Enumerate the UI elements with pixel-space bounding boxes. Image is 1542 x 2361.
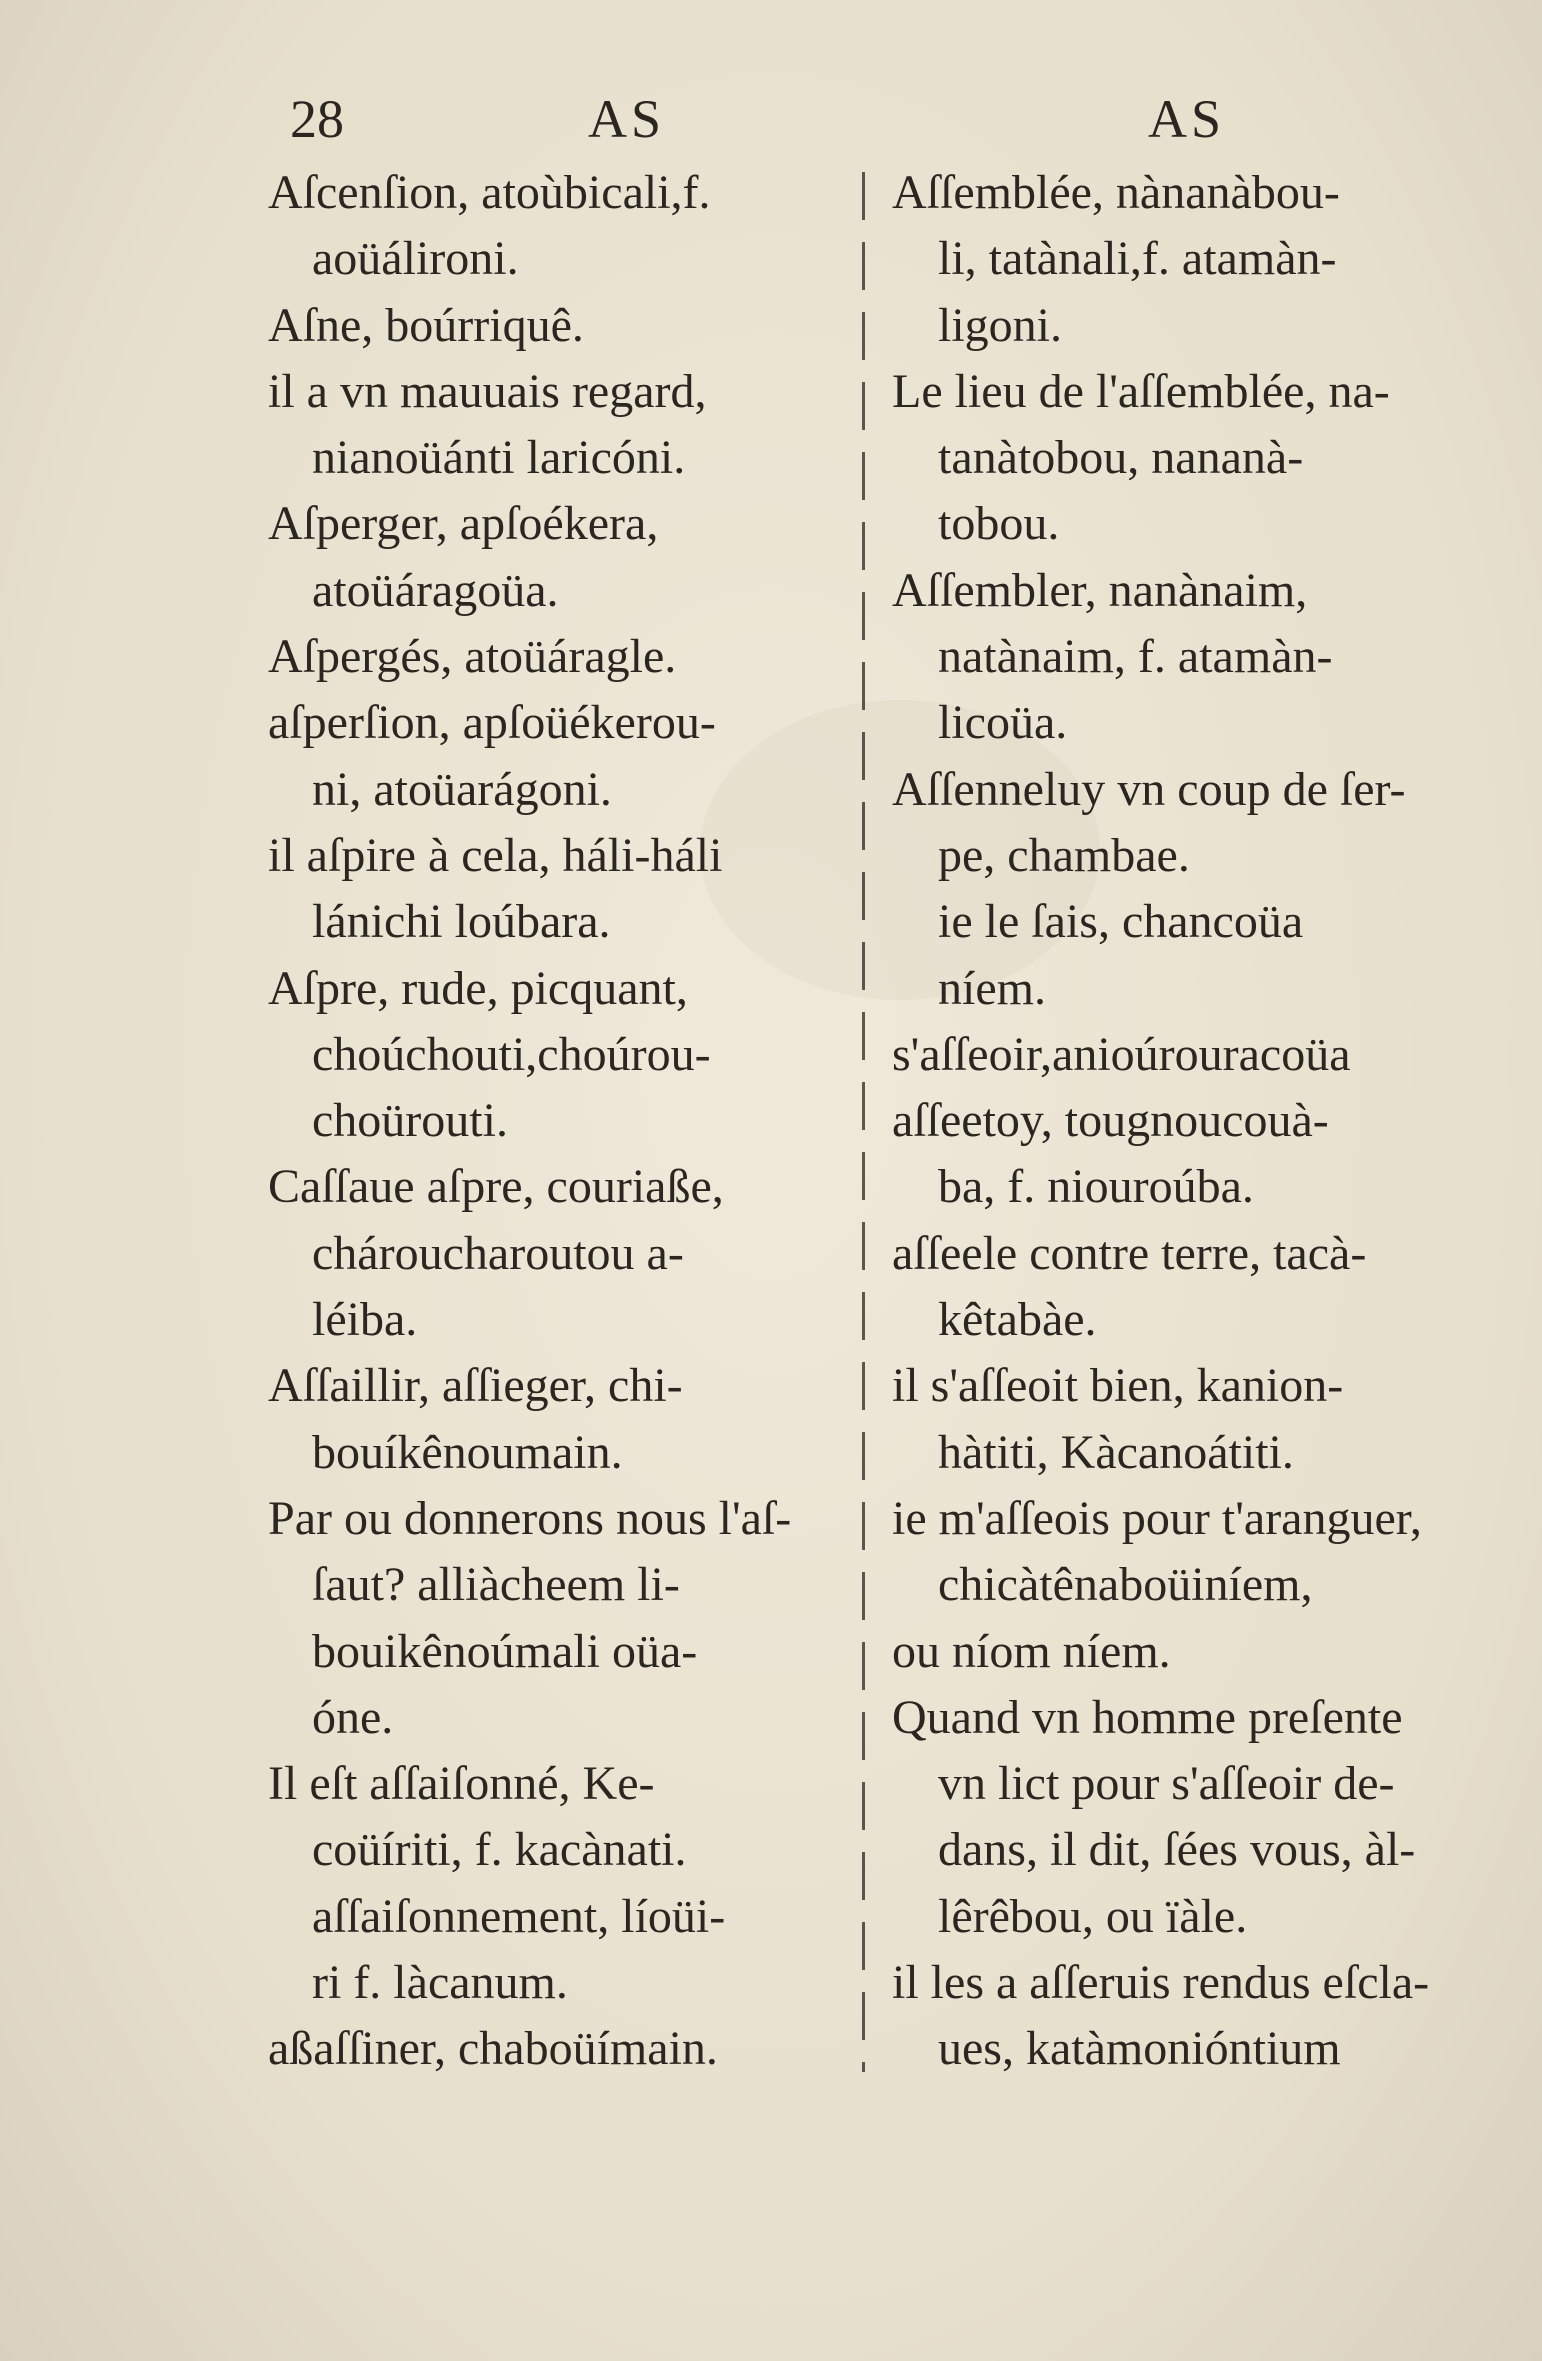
text-line: ie m'aſſeois pour t'aranguer, <box>892 1491 1422 1545</box>
text-line: chároucharoutou a- <box>312 1226 684 1280</box>
text-line: Aſcenſion, atoùbicali,f. <box>268 166 711 219</box>
left-column <box>268 160 828 2083</box>
text-line: Le lieu de l'aſſemblée, na- <box>892 364 1390 418</box>
text-line: il a vn mauuais regard, <box>268 364 707 418</box>
text-line: Aſſemblée, nànanàbou- <box>892 166 1340 219</box>
left-running-head: AS <box>588 89 666 149</box>
text-line: aſperſion, apſoüékerou- <box>268 696 716 750</box>
text-line: ligoni. <box>938 298 1063 352</box>
right-column <box>892 160 1452 2083</box>
text-line: licoüa. <box>938 696 1068 750</box>
text-line: atoüáragoüa. <box>312 563 559 617</box>
text-line: tobou. <box>938 497 1060 551</box>
text-line: li, tatànali,f. atamàn- <box>938 232 1337 286</box>
text-line: chicàtênaboüiníem, <box>938 1558 1313 1612</box>
text-line: léiba. <box>312 1293 418 1347</box>
text-line: Aſſenneluy vn coup de ſer- <box>892 762 1406 816</box>
text-line: choürouti. <box>312 1094 508 1148</box>
text-line: aſſeele contre terre, tacà- <box>892 1226 1367 1280</box>
text-line: ri f. làcanum. <box>312 1956 568 2010</box>
text-line: Par ou donnerons nous l'aſ- <box>268 1491 792 1545</box>
text-line: natànaim, f. atamàn- <box>938 630 1333 684</box>
text-line: aoüálironi. <box>312 232 519 286</box>
text-line: pe, chambae. <box>938 828 1190 882</box>
text-line: ie le ſais, chancoüa <box>938 895 1304 949</box>
text-line: Aſperger, apſoékera, <box>268 497 659 551</box>
text-line: dans, il dit, ſées vous, àl- <box>938 1823 1416 1877</box>
right-running-head: AS <box>1148 89 1226 149</box>
text-line: kêtabàe. <box>938 1293 1097 1347</box>
text-line: Caſſaue aſpre, couriaße, <box>268 1160 724 1214</box>
text-line: il aſpire à cela, háli-háli <box>268 828 723 882</box>
text-line: Aſpergés, atoüáragle. <box>268 630 677 684</box>
text-line: Aſſaillir, aſſieger, chi- <box>268 1359 683 1413</box>
text-line: bouíkênoumain. <box>312 1425 623 1479</box>
text-line: ſaut? alliàcheem li- <box>312 1558 680 1612</box>
text-line: Il eſt aſſaiſonné, Ke- <box>268 1757 655 1811</box>
text-line: lánichi loúbara. <box>312 895 611 949</box>
text-line: Aſne, boúrriquê. <box>268 298 584 352</box>
text-line: lêrêbou, ou ïàle. <box>938 1889 1248 1943</box>
text-line: s'aſſeoir,anioúrouracoüa <box>892 1027 1351 1081</box>
text-line: il s'aſſeoit bien, kanion- <box>892 1359 1344 1413</box>
column-divider <box>862 172 865 2072</box>
text-line: Quand vn homme preſente <box>892 1690 1403 1744</box>
text-line: ou níom níem. <box>892 1624 1171 1678</box>
text-line: nianoüánti laricóni. <box>312 431 686 485</box>
text-line: aßaſſiner, chaboüímain. <box>268 2022 718 2076</box>
text-line: Aſſembler, nanànaim, <box>892 563 1308 617</box>
text-line: ni, atoüarágoni. <box>312 762 612 816</box>
text-line: ba, f. niouroúba. <box>938 1160 1254 1214</box>
text-line: hàtiti, Kàcanoátiti. <box>938 1425 1294 1479</box>
text-line: Aſpre, rude, picquant, <box>268 961 688 1015</box>
text-line: aſſeetoy, tougnoucouà- <box>892 1094 1329 1148</box>
text-line: coüíriti, f. kacànati. <box>312 1823 687 1877</box>
text-line: níem. <box>938 961 1046 1015</box>
text-line: il les a aſſeruis rendus eſcla- <box>892 1956 1430 2010</box>
text-line: vn lict pour s'aſſeoir de- <box>938 1757 1395 1811</box>
text-line: aſſaiſonnement, líoüi- <box>312 1889 726 1943</box>
running-header <box>0 88 1542 158</box>
text-line: bouikênoúmali oüa- <box>312 1624 698 1678</box>
text-line: tanàtobou, nananà- <box>938 431 1304 485</box>
page-number: 28 <box>290 89 344 149</box>
text-line: óne. <box>312 1690 394 1744</box>
text-line: choúchouti,choúrou- <box>312 1027 711 1081</box>
text-line: ues, katàmonióntium <box>938 2022 1341 2076</box>
